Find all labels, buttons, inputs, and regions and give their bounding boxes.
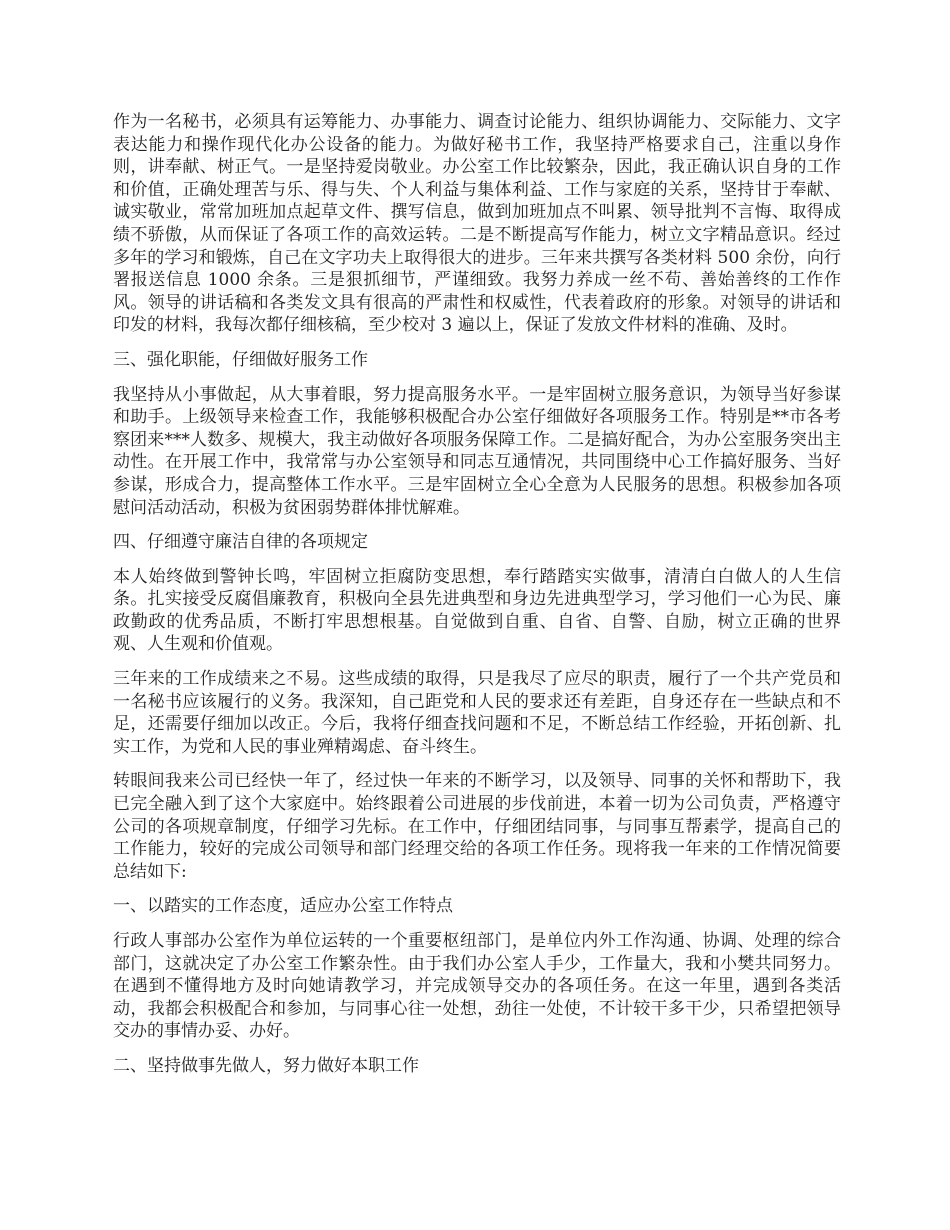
paragraph-year-summary-intro: 转眼间我来公司已经快一年了，经过快一年来的不断学习，以及领导、同事的关怀和帮助下，我已完全融入到了这个大家庭中。始终跟着公司进展的步伐前进，本着一切为公司负责，严格遵守公司的各项规章制度，仔细学习先标。在工作中，仔细团结同事，与同事互帮素学，提高自己的工作能力，较好的完成公司领导和部门经理交给的各项工作任务。现将我一年来的工作情况简要总结如下: bbox=[113, 771, 841, 882]
section-heading-3: 三、强化职能，仔细做好服务工作 bbox=[113, 349, 368, 370]
paragraph-office-work: 行政人事部办公室作为单位运转的一个重要枢纽部门，是单位内外工作沟通、协调、处理的综合部门，这就决定了办公室工作繁杂性。由于我们办公室人手少，工作量大，我和小樊共同努力。在遇到不懂得地方及时向她请教学习，并完成领导交办的各项任务。在这一年里，遇到各类活动，我都会积极配合和参加，与同事心往一处想，劲往一处使，不计较干多干少，只希望把领导交办的事情办妥、办好。 bbox=[113, 931, 841, 1042]
paragraph-achievements: 三年来的工作成绩来之不易。这些成绩的取得，只是我尽了应尽的职责，履行了一个共产党员和一名秘书应该履行的义务。我深知，自己距党和人民的要求还有差距，自身还存在一些缺点和不足，还需要仔细加以改正。今后，我将仔细查找问题和不足，不断总结工作经验，开拓创新、扎实工作，为党和人民的事业殚精竭虑、奋斗终生。 bbox=[113, 669, 841, 757]
section-heading-4: 四、仔细遵守廉洁自律的各项规定 bbox=[113, 532, 368, 553]
paragraph-integrity: 本人始终做到警钟长鸣，牢固树立拒腐防变思想，奉行踏踏实实做事，清清白白做人的人生信条。扎实接受反腐倡廉教育，积极向全县先进典型和身边先进典型学习，学习他们一心为民、廉政勤政的优秀品质，不断打牢思想根基。自觉做到自重、自省、自警、自励，树立正确的世界观、人生观和价值观。 bbox=[113, 566, 841, 655]
paragraph-secretary-duties: 作为一名秘书，必须具有运筹能力、办事能力、调查讨论能力、组织协调能力、交际能力、文字表达能力和操作现代化办公设备的能力。为做好秘书工作，我坚持严格要求自己，注重以身作则，讲奉献、树正气。一是坚持爱岗敬业。办公室工作比较繁杂，因此，我正确认识自身的工作和价值，正确处理苦与乐、得与失、个人利益与集体利益、工作与家庭的关系，坚持甘于奉献、诚实敬业，常常加班加点起草文件、撰写信息，做到加班加点不叫累、领导批判不言悔、取得成绩不骄傲，从而保证了各项工作的高效运转。二是不断提高写作能力，树立文字精品意识。经过多年的学习和锻炼，自己在文字功夫上取得很大的进步。三年来共撰写各类材料 500 余份，向行署报送信息 1000 余条。三是狠抓细节，严谨细致。我努力养成一丝不苟、善始善终的工作作风。领导的讲话稿和各类发文具有很高的严肃性和权威性，代表着政府的形象。对领导的讲话和印发的材料，我每次都仔细核稿，至少校对 3 遍以上，保证了发放文件材料的准确、及时。 bbox=[113, 112, 841, 336]
section-heading-2: 二、坚持做事先做人，努力做好本职工作 bbox=[113, 1055, 419, 1076]
document-page bbox=[113, 111, 841, 1090]
paragraph-service-work: 我坚持从小事做起，从大事着眼，努力提高服务水平。一是牢固树立服务意识，为领导当好参谋和助手。上级领导来检查工作，我能够积极配合办公室仔细做好各项服务工作。特别是**市各考察团来***人数多、规模大，我主动做好各项服务保障工作。二是搞好配合，为办公室服务突出主动性。在开展工作中，我常常与办公室领导和同志互通情况，共同围绕中心工作搞好服务、当好参谋，形成合力，提高整体工作水平。三是牢固树立全心全意为人民服务的思想。积极参加各项慰问活动活动，积极为贫困弱势群体排忧解难。 bbox=[113, 384, 841, 518]
section-heading-1: 一、以踏实的工作态度，适应办公室工作特点 bbox=[113, 896, 453, 917]
